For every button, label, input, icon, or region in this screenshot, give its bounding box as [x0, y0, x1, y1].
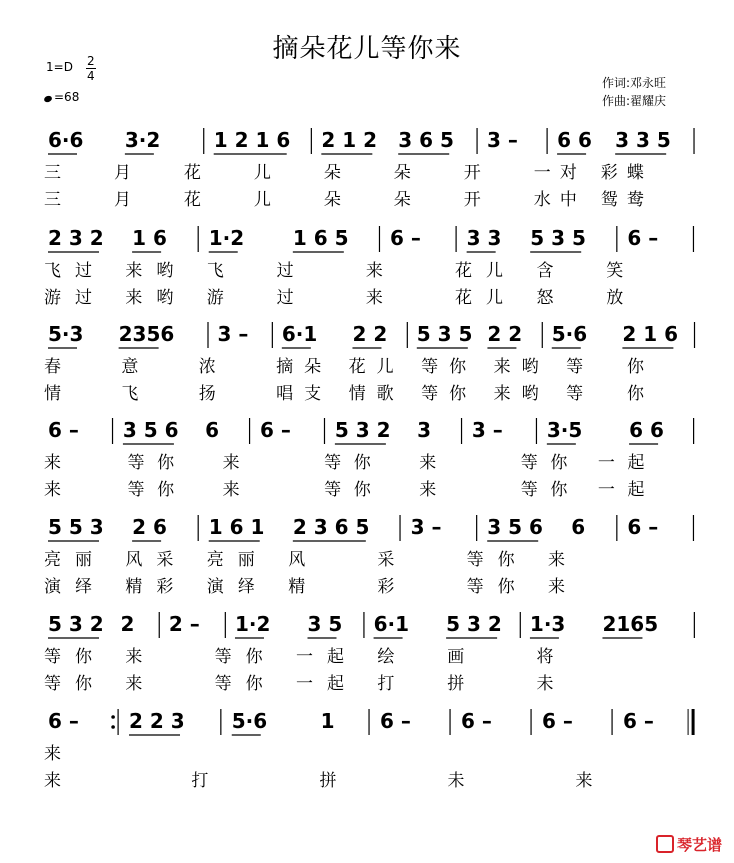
score-system: [0, 606, 734, 706]
tempo-marking: [44, 90, 79, 104]
notation-line: [0, 412, 734, 452]
composer-credit: 作曲:翟耀庆: [602, 94, 667, 108]
note-group: 2 6: [132, 515, 167, 539]
note-group: 2 2: [352, 322, 388, 346]
page-title: 摘朵花儿等你来: [272, 34, 462, 64]
note-group: 3 3: [466, 226, 502, 250]
notation-line: [0, 703, 734, 743]
note-group: 2 3 2: [48, 226, 104, 250]
tempo-value: =68: [54, 90, 80, 104]
note-group: 6 –: [48, 709, 79, 733]
logo-icon: [656, 835, 674, 853]
note-group: 2 –: [168, 612, 200, 636]
note-group: 5 3 2: [334, 418, 391, 442]
note-group: 5 3 2: [48, 612, 104, 636]
note-group: 6 6: [557, 128, 592, 152]
lyric-line-2: 三 月 花 儿 朵 朵 开 水中 鸳鸯: [44, 190, 654, 210]
note-group: 3 5 6: [487, 515, 543, 539]
notation-line: [0, 316, 734, 356]
note-group: 3 –: [471, 418, 503, 442]
note-group: 3 –: [487, 128, 518, 152]
note-group: 3 3 5: [615, 128, 671, 152]
note-group: 1·2: [208, 226, 245, 250]
lyric-line-1: 春 意 浓 摘朵 花儿 等你 来哟 等 你: [44, 357, 656, 377]
note-group: 6 6: [629, 418, 664, 442]
note-group: 1·3: [529, 612, 566, 636]
key-signature: 1=D: [46, 60, 73, 74]
notation-line: [0, 606, 734, 646]
note-group: 3 –: [410, 515, 442, 539]
note-group: 3 5: [307, 612, 343, 636]
note-group: 6 –: [390, 226, 421, 250]
note-group: 6: [571, 515, 586, 539]
note-group: 5 3 5: [530, 226, 586, 250]
note-group: 3·2: [124, 128, 161, 152]
lyric-line-2: 来 打 拼 未 来: [44, 771, 607, 791]
notation-line: [0, 220, 734, 260]
note-group: 2: [120, 612, 135, 636]
note-group: 3 –: [217, 322, 249, 346]
lyric-line-1: 飞过 来哟 飞 过 来 花儿 含 笑: [44, 261, 638, 281]
score-system: [0, 703, 734, 803]
note-group: 2356: [118, 322, 175, 346]
score-system: [0, 122, 734, 222]
lyric-line-2: 游过 来哟 游 过 来 花儿 怒 放: [44, 288, 638, 308]
note-group: 5·6: [231, 709, 268, 733]
time-signature-top: 2: [87, 54, 95, 68]
lyric-line-2: 等你 来 等你 一起 打 拼 未: [44, 674, 568, 694]
note-group: 6 –: [460, 709, 492, 733]
note-group: 6 –: [627, 226, 659, 250]
lyric-line-2: 演绎 精彩 演绎 精 彩 等你 来: [44, 577, 580, 597]
lyric-line-1: 来 等你 来 等你 来 等你 一起: [44, 453, 658, 473]
note-group: 6 –: [379, 709, 411, 733]
note-group: 6 –: [541, 709, 573, 733]
note-group: 6·1: [281, 322, 318, 346]
note-group: 1 6 5: [292, 226, 349, 250]
score-system: [0, 509, 734, 609]
note-group: 6 –: [627, 515, 659, 539]
barlines-svg: [0, 220, 734, 260]
lyricist-credit: 作词:邓永旺: [602, 76, 667, 90]
lyric-line-1: 来: [44, 744, 61, 764]
note-group: 6·6: [48, 128, 84, 152]
note-group: 2 2: [487, 322, 523, 346]
lyric-line-2: 情 飞 扬 唱支 情歌 等你 来哟 等 你: [44, 384, 656, 404]
repeat-dot: [111, 715, 115, 719]
notation-line: [0, 122, 734, 162]
note-group: 5·6: [551, 322, 588, 346]
score-system: [0, 412, 734, 512]
note-group: 3 6 5: [398, 128, 454, 152]
note-group: 5 3 2: [446, 612, 502, 636]
score-system: [0, 220, 734, 320]
note-group: 2 2 3: [129, 709, 185, 733]
note-group: 1 2 1 6: [213, 128, 291, 152]
note-group: 1: [320, 709, 335, 733]
note-group: 1 6 1: [208, 515, 265, 539]
lyric-line-1: 亮丽 风采 亮丽 风 采 等你 来: [44, 550, 580, 570]
lyric-line-2: 来 等你 来 等你 来 等你 一起: [44, 480, 658, 500]
note-group: 1 6: [132, 226, 167, 250]
time-signature: [86, 54, 96, 83]
watermark-text: 琴艺谱: [676, 836, 722, 854]
note-group: 5 3 5: [416, 322, 473, 346]
note-group: 3 5 6: [122, 418, 179, 442]
note-group: 5·3: [48, 322, 84, 346]
repeat-dot: [111, 725, 115, 729]
notation-line: [0, 509, 734, 549]
note-group: 2 1 2: [321, 128, 378, 152]
note-group: 3·5: [546, 418, 583, 442]
note-group: 3: [417, 418, 432, 442]
lyric-line-1: 等你 来 等你 一起 绘 画 将: [44, 647, 568, 667]
lyric-line-1: 三 月 花 儿 朵 朵 开 一对 彩蝶: [44, 163, 654, 183]
note-group: 2 1 6: [622, 322, 679, 346]
score-system: [0, 316, 734, 416]
note-group: 6 –: [48, 418, 79, 442]
note-group: 2165: [602, 612, 659, 636]
note-group: 1·2: [234, 612, 271, 636]
note-group: 2 3 6 5: [292, 515, 370, 539]
note-group: 6·1: [373, 612, 410, 636]
time-signature-bottom: 4: [87, 69, 95, 83]
quarter-note-icon: [43, 95, 53, 103]
note-group: 6 –: [622, 709, 654, 733]
note-group: 6: [205, 418, 220, 442]
note-group: 6 –: [259, 418, 291, 442]
watermark-logo: [656, 834, 722, 855]
note-group: 5 5 3: [48, 515, 104, 539]
